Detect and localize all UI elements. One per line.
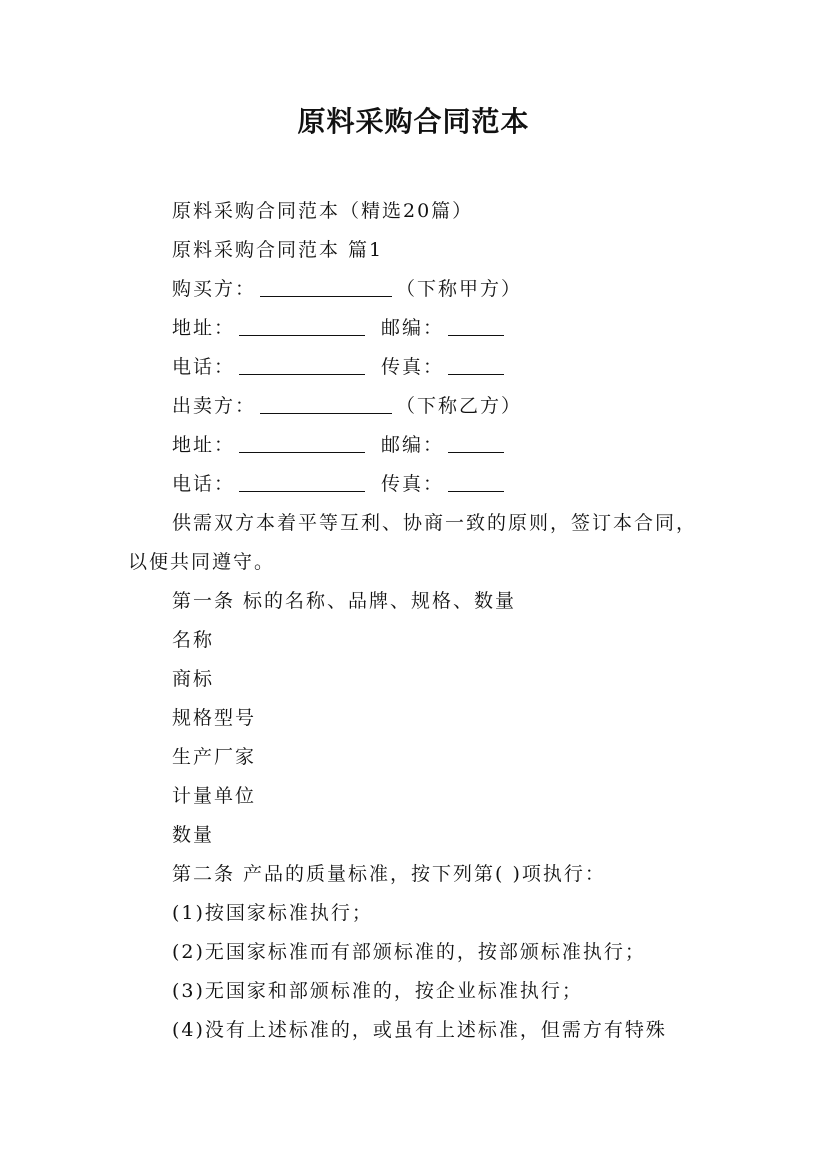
article1-item: 名称 (172, 629, 215, 651)
part-heading: 原料采购合同范本 篇1 (172, 239, 384, 261)
article2-item: (4)没有上述标准的，或虽有上述标准，但需方有特殊 (172, 1019, 667, 1041)
seller-name-blank (260, 394, 392, 414)
buyer-phone-label: 电话： (172, 356, 236, 378)
buyer-address-blank (239, 316, 365, 336)
buyer-fax-label: 传真： (381, 356, 445, 378)
article2-item: (2)无国家标准而有部颁标准的，按部颁标准执行； (172, 941, 646, 963)
article1-item: 规格型号 (172, 707, 257, 729)
buyer-address-line (128, 309, 708, 348)
buyer-postcode-blank (448, 316, 504, 336)
buyer-phone-blank (239, 355, 365, 375)
seller-address-blank (239, 433, 365, 453)
buyer-fax-blank (448, 355, 504, 375)
article2-item: (1)按国家标准执行； (172, 902, 373, 924)
article1-heading: 第一条 标的名称、品牌、规格、数量 (172, 590, 517, 612)
subtitle: 原料采购合同范本（精选20篇） (172, 200, 474, 222)
article1-item: 商标 (172, 668, 215, 690)
seller-line (128, 387, 708, 426)
seller-address-line (128, 426, 708, 465)
document-title: 原料采购合同范本 (297, 105, 530, 138)
article2-heading: 第二条 产品的质量标准，按下列第( )项执行： (172, 863, 606, 885)
seller-fax-blank (448, 472, 504, 492)
seller-label: 出卖方： (172, 395, 257, 417)
article2-item: (3)无国家和部颁标准的，按企业标准执行； (172, 980, 583, 1002)
buyer-line (128, 270, 708, 309)
article1-item: 计量单位 (172, 785, 257, 807)
seller-fax-label: 传真： (381, 473, 445, 495)
seller-address-label: 地址： (172, 434, 236, 456)
seller-postcode-blank (448, 433, 504, 453)
seller-phone-line (128, 465, 708, 504)
document-body (128, 192, 708, 1050)
seller-postcode-label: 邮编： (381, 434, 445, 456)
buyer-postcode-label: 邮编： (381, 317, 445, 339)
buyer-phone-line (128, 348, 708, 387)
seller-suffix: （下称乙方） (396, 395, 523, 417)
buyer-label: 购买方： (172, 278, 257, 300)
seller-phone-blank (239, 472, 365, 492)
seller-phone-label: 电话： (172, 473, 236, 495)
article1-item: 生产厂家 (172, 746, 257, 768)
buyer-address-label: 地址： (172, 317, 236, 339)
buyer-name-blank (260, 277, 392, 297)
buyer-suffix: （下称甲方） (396, 278, 523, 300)
article1-item: 数量 (172, 824, 215, 846)
preamble-paragraph: 供需双方本着平等互利、协商一致的原则，签订本合同，以便共同遵守。 (128, 512, 698, 573)
